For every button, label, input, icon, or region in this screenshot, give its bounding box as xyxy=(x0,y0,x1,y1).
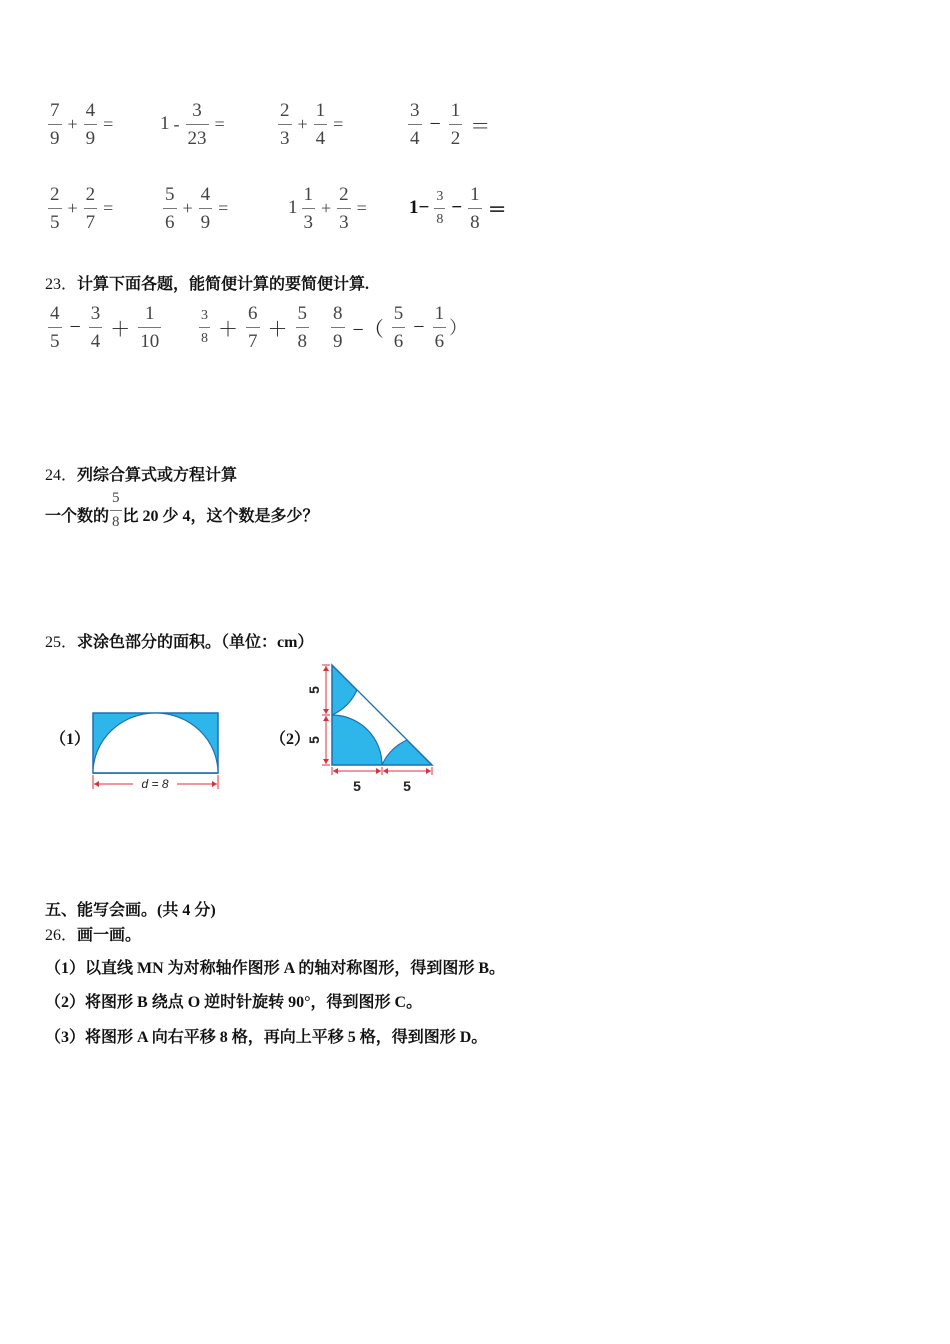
fraction: $\frac{3}{8}$ xyxy=(201,307,208,346)
fraction: $\frac{1}{8}$ xyxy=(470,183,480,233)
dim-label-left-bottom: 5 xyxy=(306,736,322,744)
equals-sign: = xyxy=(214,113,225,134)
figure-1-semicircle xyxy=(85,705,225,795)
question-title: 画一画。 xyxy=(77,927,142,944)
expr-q23-2 xyxy=(196,301,312,353)
fraction: $\frac{1}{2}$ xyxy=(450,99,461,149)
equals-sign: = xyxy=(103,197,114,218)
minus-sign: − xyxy=(451,197,463,218)
expr-r1-2 xyxy=(160,98,228,150)
section-5-title: 五、能写会画。(共 4 分) xyxy=(45,902,216,919)
fraction: $\frac{7}{9}$ xyxy=(50,99,60,149)
figure-1-label: （1） xyxy=(50,731,91,748)
plus-sign: ＋ xyxy=(267,318,288,341)
item-number: （3） xyxy=(45,1029,86,1046)
dim-arrow xyxy=(94,781,99,787)
minus-sign: − xyxy=(413,315,425,338)
item-text: 以直线 MN 为对称轴作图形 A 的轴对称图形，得到图形 B。 xyxy=(85,960,506,977)
minus-sign: − xyxy=(69,315,81,338)
expr-q23-3 xyxy=(328,301,467,353)
figure-2-triangle xyxy=(300,655,445,800)
expr-r1-1 xyxy=(45,98,116,150)
equals-sign: ＝ xyxy=(487,199,507,221)
fraction: $\frac{3}{4}$ xyxy=(90,302,101,352)
figure-2-label: （2） xyxy=(270,731,311,748)
dim-label-bottom-right: 5 xyxy=(403,778,411,794)
fraction: $\frac{4}{5}$ xyxy=(50,302,60,352)
expr-r2-1 xyxy=(45,182,116,234)
question-title: 列综合算式或方程计算 xyxy=(77,467,238,484)
q26-item-1 xyxy=(45,955,505,978)
close-paren: ） xyxy=(449,318,468,338)
fraction: $\frac{5}{8}$ xyxy=(297,302,307,352)
plus-sign: + xyxy=(321,197,332,218)
problem-text: 一个数的 xyxy=(45,508,110,525)
minus-sign: − xyxy=(418,197,430,218)
plus-sign: + xyxy=(297,113,308,134)
fraction: $\frac{8}{9}$ xyxy=(333,302,343,352)
expr-r2-3 xyxy=(288,182,370,234)
item-number: （2） xyxy=(45,994,86,1011)
q26-heading xyxy=(45,922,141,945)
item-number: （1） xyxy=(45,960,86,977)
plus-sign: + xyxy=(67,197,78,218)
fraction: $\frac{6}{7}$ xyxy=(248,302,258,352)
fraction: $\frac{1}{4}$ xyxy=(315,99,326,149)
fraction: $\frac{2}{7}$ xyxy=(85,183,96,233)
fraction: $\frac{1}{6}$ xyxy=(434,302,445,352)
plus-sign: + xyxy=(67,113,78,134)
problem-text: 比 20 少 4，这个数是多少？ xyxy=(122,508,319,525)
whole-number: 1 xyxy=(288,197,298,218)
fraction: $\frac{2}{3}$ xyxy=(280,99,290,149)
expr-q23-1 xyxy=(45,301,164,353)
fraction: $\frac{2}{5}$ xyxy=(50,183,60,233)
q26-item-3 xyxy=(45,1024,487,1047)
fraction: $\frac{2}{3}$ xyxy=(339,183,349,233)
minus-sign: − xyxy=(429,112,441,135)
q24-heading xyxy=(45,462,237,485)
whole-number: 1 xyxy=(160,113,170,134)
question-number: 26． xyxy=(45,927,78,944)
expr-r2-4 xyxy=(409,182,510,234)
plus-sign: ＋ xyxy=(218,318,238,341)
question-title: 求涂色部分的面积。（单位：cm） xyxy=(77,634,314,651)
fraction: $\frac{3}{8}$ xyxy=(436,188,444,227)
item-text: 将图形 B 绕点 O 逆时针旋转 90°，得到图形 C。 xyxy=(85,994,423,1011)
question-number: 24． xyxy=(45,467,78,484)
plus-sign: + xyxy=(182,197,193,218)
dim-arrow xyxy=(212,781,217,787)
dim-label-bottom-left: 5 xyxy=(353,778,361,794)
q26-item-2 xyxy=(45,989,422,1012)
question-title: 计算下面各题，能简便计算的要简便计算. xyxy=(77,276,370,293)
fraction: $\frac{3}{23}$ xyxy=(187,99,207,149)
equals-sign: ＝ xyxy=(470,115,491,138)
plus-sign: ＋ xyxy=(110,318,131,341)
question-number: 25． xyxy=(45,634,78,651)
expr-r2-2 xyxy=(160,182,231,234)
fraction: $\frac{3}{4}$ xyxy=(410,99,420,149)
equals-sign: = xyxy=(333,113,344,134)
equals-sign: = xyxy=(103,113,114,134)
fraction: $\frac{1}{10}$ xyxy=(140,302,160,352)
whole-number: 1 xyxy=(409,197,419,218)
minus-paren: −（ xyxy=(352,318,384,341)
fraction: $\frac{4}{9}$ xyxy=(200,183,211,233)
diameter-label: d = 8 xyxy=(141,777,169,791)
q24-problem xyxy=(45,489,319,531)
dim-label-left-top: 5 xyxy=(306,686,322,694)
expr-r1-3 xyxy=(275,98,346,150)
equals-sign: = xyxy=(218,197,229,218)
fraction: $\frac{5}{6}$ xyxy=(393,302,404,352)
expr-r1-4 xyxy=(405,98,495,150)
equals-sign: = xyxy=(356,197,367,218)
q23-heading xyxy=(45,271,369,294)
question-number: 23． xyxy=(45,276,78,293)
item-text: 将图形 A 向右平移 8 格，再向上平移 5 格，得到图形 D。 xyxy=(85,1029,488,1046)
fraction: $\frac{5}{6}$ xyxy=(165,183,175,233)
fraction: $\frac{4}{9}$ xyxy=(85,99,96,149)
fraction: $\frac{5}{8}$ xyxy=(112,490,120,530)
fraction: $\frac{1}{3}$ xyxy=(303,183,313,233)
q25-heading xyxy=(45,629,313,652)
minus-sign: - xyxy=(173,113,180,134)
